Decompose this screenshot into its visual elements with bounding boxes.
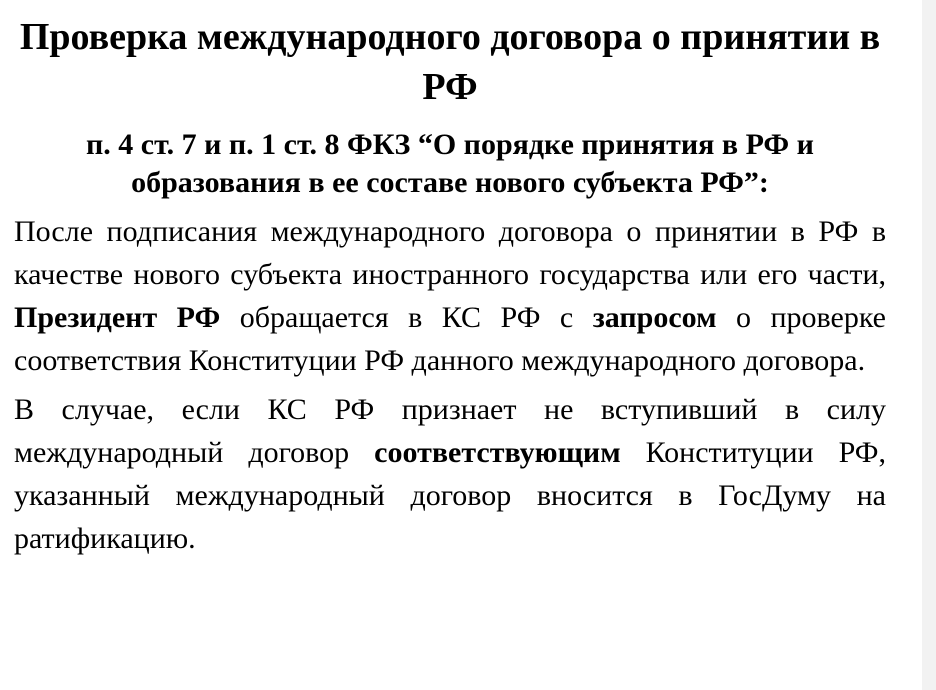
- paragraph-text: В случае, если КС РФ признает не вступивший в силу международный договор: [14, 393, 886, 469]
- paragraph-text: обращается в КС РФ с: [220, 301, 593, 334]
- paragraph-president-request: [14, 210, 886, 382]
- slide-subtitle: п. 4 ст. 7 и п. 1 ст. 8 ФКЗ “О порядке принятия в РФ и образования в ее составе нового субъекта РФ”:: [86, 128, 814, 199]
- paragraph-text: Конституции РФ, указанный международный договор вносится в ГосДуму на ратификацию.: [14, 436, 886, 555]
- paragraph-text: После подписания международного договора о принятии в РФ в качестве нового субъекта иностранного государства или его части,: [14, 215, 886, 291]
- slide: [14, 0, 886, 560]
- emphasis-request: запросом: [592, 301, 717, 334]
- window-edge-strip: [922, 0, 936, 690]
- emphasis-president: Президент РФ: [14, 301, 221, 334]
- emphasis-conforming: соответствующим: [374, 436, 621, 469]
- paragraph-text: о проверке соответствия Конституции РФ данного международного договора.: [14, 301, 886, 377]
- slide-title: Проверка международного договора о принятии в РФ: [19, 16, 881, 108]
- paragraph-ratification: [14, 388, 886, 560]
